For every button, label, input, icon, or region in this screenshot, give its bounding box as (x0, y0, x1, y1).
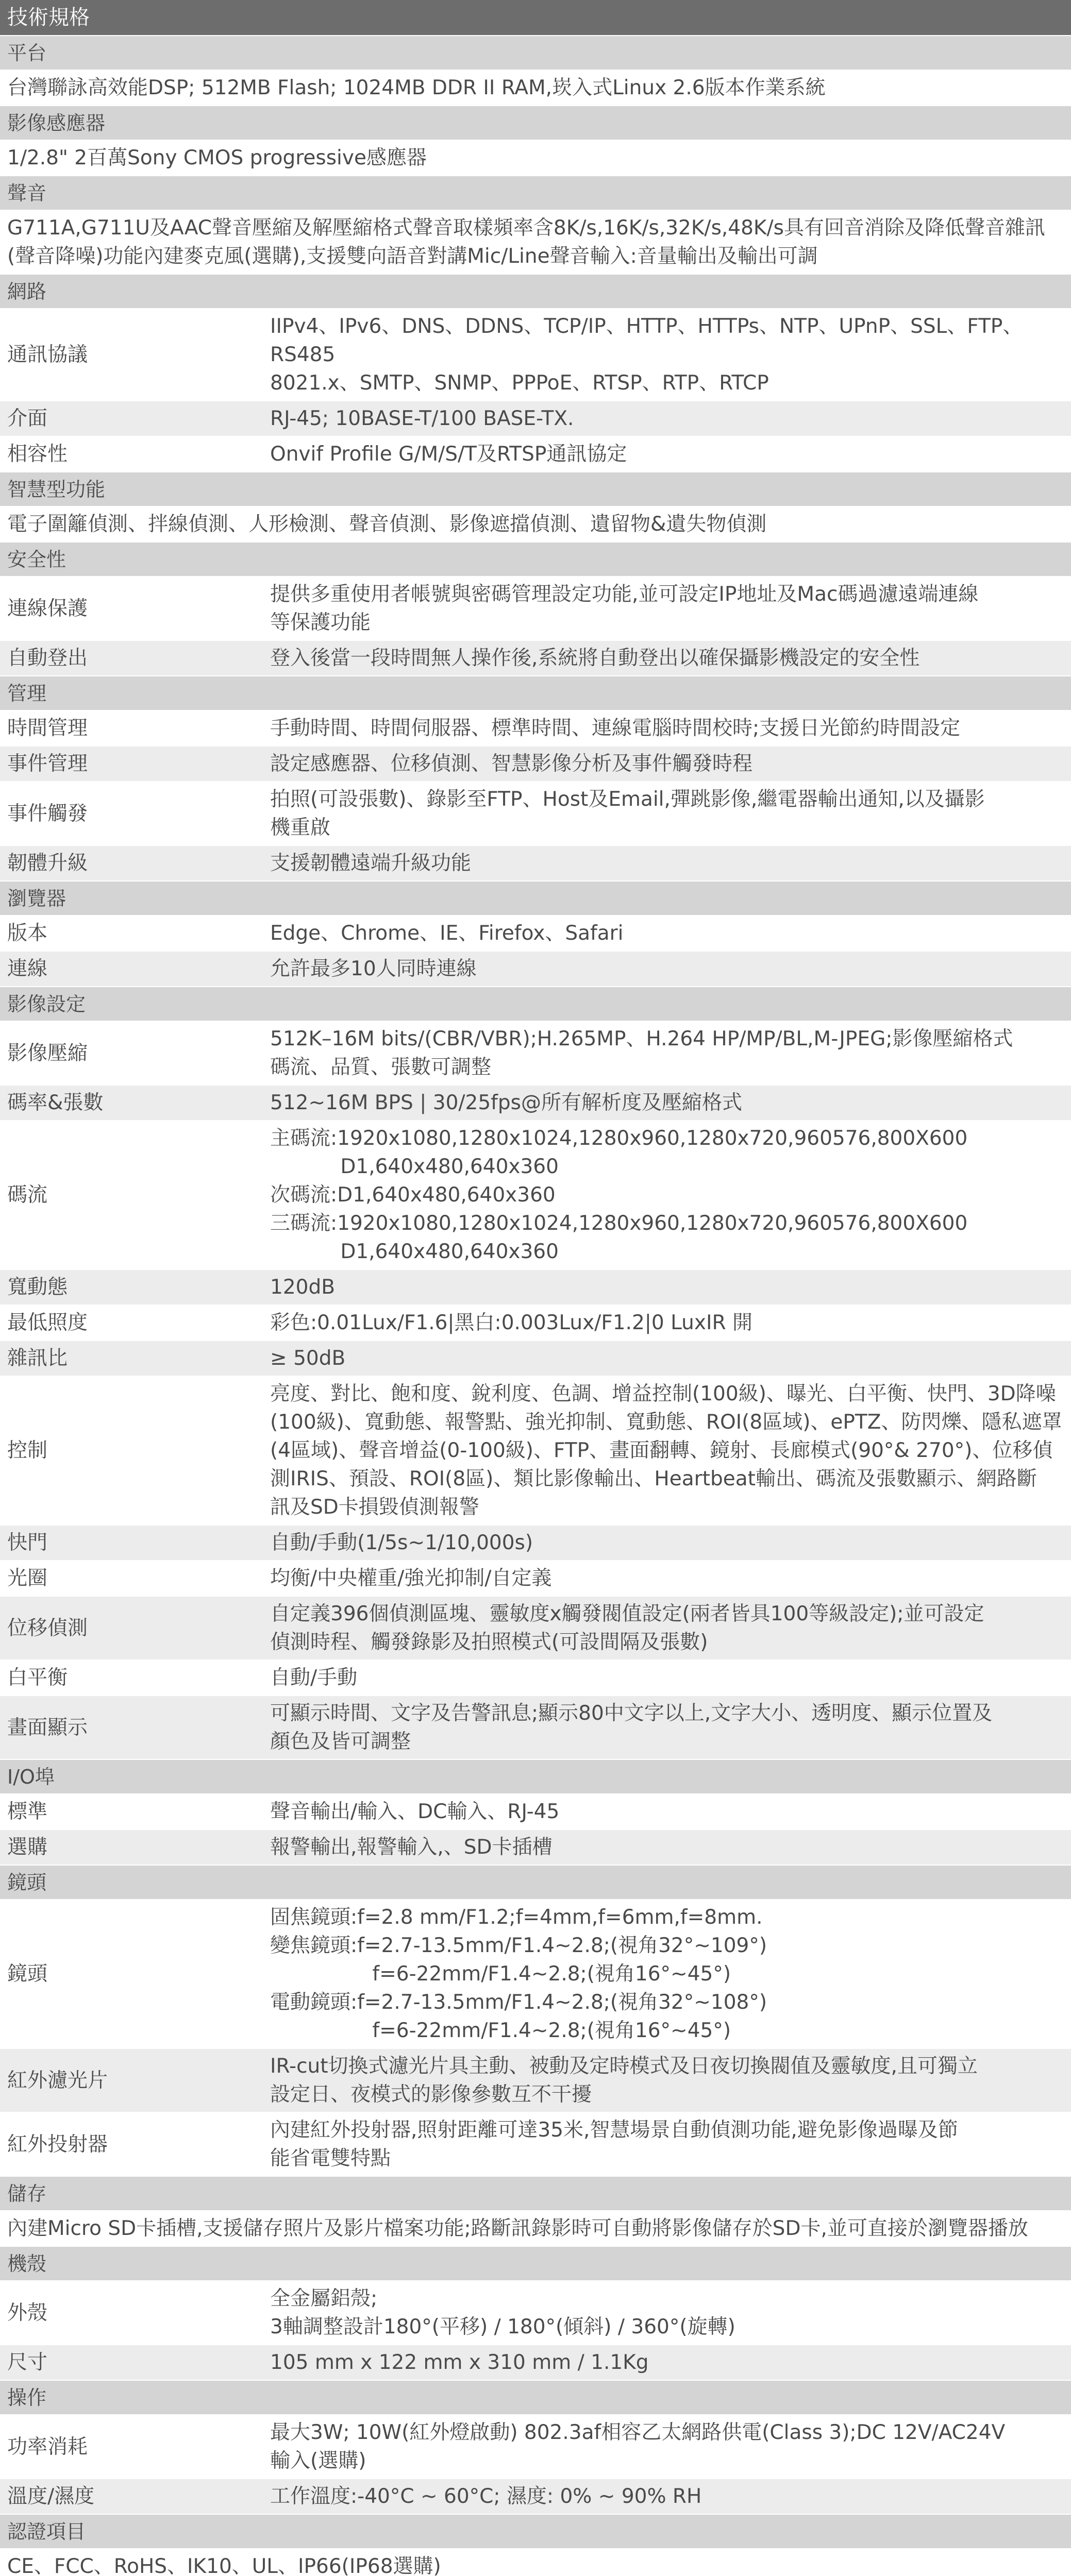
spec-value-line: 工作溫度:-40°C ~ 60°C; 濕度: 0% ~ 90% RH (270, 2485, 702, 2508)
spec-value-line: 報警輸出,報警輸入,、SD卡插槽 (270, 1836, 553, 1859)
spec-value-line: 碼流、品質、張數可調整 (270, 1056, 492, 1079)
spec-key: 自動登出 (0, 641, 263, 675)
spec-row (0, 745, 1071, 781)
spec-row (0, 2414, 1071, 2478)
spec-value-line: 設定日、夜模式的影像參數互不干擾 (270, 2083, 592, 2106)
spec-key: 時間管理 (0, 711, 263, 745)
spec-value-line: 512~16M BPS | 30/25fps@所有解析度及壓縮格式 (270, 1091, 742, 1114)
spec-value (263, 747, 1071, 781)
spec-title: 技術規格 (0, 0, 1071, 35)
spec-value-line: 聲音輸出/輸入、DC輸入、RJ-45 (270, 1800, 560, 1823)
spec-key: 碼率&張數 (0, 1086, 263, 1120)
spec-row (0, 781, 1071, 845)
spec-value-line: 亮度、對比、飽和度、銳利度、色調、增益控制(100級)、曝光、白平衡、快門、3D降噪 (270, 1382, 1056, 1405)
spec-row (0, 845, 1071, 880)
spec-value-line: 設定感應器、位移偵測、智慧影像分析及事件觸發時程 (270, 752, 753, 775)
spec-value (263, 401, 1071, 436)
spec-value-line: 拍照(可設張數)、錄影至FTP、Host及Email,彈跳影像,繼電器輸出通知,以及攝影 (270, 788, 985, 811)
spec-value (263, 1121, 1071, 1269)
section-heading: 聲音 (0, 175, 1071, 210)
section-heading: 認證項目 (0, 2514, 1071, 2548)
spec-value-line: 主碼流:1920x1080,1280x1024,1280x960,1280x720,960576,800X600 (270, 1127, 968, 1150)
spec-value-line: 三碼流:1920x1080,1280x1024,1280x960,1280x720,960576,800X600 (270, 1212, 968, 1235)
spec-value-line: 次碼流:D1,640x480,640x360 (270, 1183, 556, 1207)
section-heading: 網路 (0, 274, 1071, 308)
spec-value (263, 1270, 1071, 1304)
spec-value (263, 1900, 1071, 2048)
spec-value-line: 訊及SD卡損毀偵測報警 (270, 1496, 479, 1519)
spec-value (263, 309, 1071, 400)
spec-value-line: 能省電雙特點 (270, 2147, 391, 2170)
spec-value-line: (100級)、寬動態、報警點、強光抑制、寬動態、ROI(8區域)、ePTZ、防閃爍、隱私遮罩 (270, 1411, 1062, 1434)
spec-row (0, 1269, 1071, 1304)
spec-row (0, 1340, 1071, 1376)
spec-value-line: 自動/手動 (270, 1666, 358, 1689)
spec-value (263, 1306, 1071, 1340)
spec-row (0, 1560, 1071, 1596)
spec-key: 碼流 (0, 1121, 263, 1269)
spec-row (0, 1695, 1071, 1759)
spec-value-line: 支援韌體遠端升級功能 (270, 852, 472, 875)
spec-value-line: 輸入(選購) (270, 2449, 366, 2472)
spec-value-line: 3軸調整設計180°(平移) / 180°(傾斜) / 360°(旋轉) (270, 2315, 735, 2338)
spec-value-line: 均衡/中央權重/強光抑制/自定義 (270, 1567, 552, 1590)
spec-value-line: 自動/手動(1/5s~1/10,000s) (270, 1531, 533, 1554)
spec-value (263, 1526, 1071, 1560)
section-text: 內建Micro SD卡插槽,支援儲存照片及影片檔案功能;路斷訊錄影時可自動將影像儲存於SD卡,並可直接於瀏覽器播放 (0, 2210, 1071, 2246)
spec-row (0, 2112, 1071, 2176)
section-text: G711A,G711U及AAC聲音壓縮及解壓縮格式聲音取樣頻率含8K/s,16K/s,32K/s,48K/s具有回音消除及降低聲音雜訊(聲音降噪)功能內建麥克風(選購),支援雙向語音對講Mic/Line聲音輸入:音量輸出及輸出可調 (0, 210, 1071, 274)
spec-key: 選購 (0, 1830, 263, 1865)
spec-value (263, 2113, 1071, 2176)
spec-row (0, 1084, 1071, 1120)
section-heading: 安全性 (0, 541, 1071, 576)
spec-value-line: 等保護功能 (270, 611, 371, 634)
spec-value-line: 內建紅外投射器,照射距離可達35米,智慧場景自動偵測功能,避免影像過曝及節 (270, 2119, 958, 2142)
spec-value-line: D1,640x480,640x360 (270, 1155, 559, 1178)
spec-key: 版本 (0, 916, 263, 951)
spec-row (0, 400, 1071, 436)
spec-key: 鏡頭 (0, 1900, 263, 2048)
spec-key: 事件管理 (0, 747, 263, 781)
spec-key: 最低照度 (0, 1306, 263, 1340)
spec-value (263, 2049, 1071, 2112)
spec-value (263, 2281, 1071, 2344)
spec-key: 雜訊比 (0, 1341, 263, 1376)
spec-value (263, 1086, 1071, 1120)
spec-value-line: 120dB (270, 1276, 335, 1299)
spec-row (0, 1659, 1071, 1695)
spec-value (263, 2479, 1071, 2514)
section-heading: 影像設定 (0, 986, 1071, 1021)
spec-row (0, 1899, 1071, 2048)
spec-value-line: 測IRIS、預設、ROI(8區)、類比影像輸出、Heartbeat輸出、碼流及張數顯示、網路斷 (270, 1467, 1037, 1490)
spec-value-line: 自定義396個偵測區塊、靈敏度x觸發閥值設定(兩者皆具100等級設定);並可設定 (270, 1602, 984, 1625)
spec-key: 影像壓縮 (0, 1022, 263, 1084)
spec-value (263, 952, 1071, 986)
spec-value (263, 437, 1071, 471)
spec-value-line: 固焦鏡頭:f=2.8 mm/F1.2;f=4mm,f=6mm,f=8mm. (270, 1906, 763, 1929)
spec-value-line: f=6-22mm/F1.4~2.8;(視角16°~45°) (270, 1962, 731, 1986)
section-heading: 儲存 (0, 2176, 1071, 2210)
spec-value-line: (4區域)、聲音增益(0-100級)、FTP、畫面翻轉、鏡射、長廊模式(90°& 270°)、位移偵 (270, 1439, 1053, 1462)
spec-key: 介面 (0, 401, 263, 436)
spec-key: 白平衡 (0, 1660, 263, 1695)
spec-value (263, 2345, 1071, 2380)
spec-value (263, 1341, 1071, 1376)
spec-key: 寬動態 (0, 1270, 263, 1304)
spec-value-line: D1,640x480,640x360 (270, 1240, 559, 1263)
spec-value (263, 1377, 1071, 1524)
spec-value (263, 2415, 1071, 2478)
spec-key: 快門 (0, 1526, 263, 1560)
spec-value-line: 允許最多10人同時連線 (270, 957, 477, 980)
spec-row (0, 1596, 1071, 1659)
spec-value (263, 1561, 1071, 1596)
spec-key: 連線保護 (0, 577, 263, 640)
spec-key: 事件觸發 (0, 782, 263, 845)
spec-key: 相容性 (0, 437, 263, 471)
spec-key: 連線 (0, 952, 263, 986)
section-heading: 影像感應器 (0, 105, 1071, 140)
spec-row (0, 2344, 1071, 2380)
spec-value-line: IR-cut切換式濾光片具主動、被動及定時模式及日夜切換閥值及靈敏度,且可獨立 (270, 2055, 978, 2078)
spec-key: 功率消耗 (0, 2415, 263, 2478)
spec-key: 位移偵測 (0, 1597, 263, 1659)
spec-value (263, 916, 1071, 951)
spec-value-line: 全金屬鋁殼; (270, 2287, 378, 2310)
spec-value-line: 電動鏡頭:f=2.7-13.5mm/F1.4~2.8;(視角32°~108°) (270, 1991, 767, 2014)
spec-row (0, 1021, 1071, 1084)
spec-key: 畫面顯示 (0, 1696, 263, 1759)
spec-value-line: 8021.x、SMTP、SNMP、PPPoE、RTSP、RTP、RTCP (270, 371, 769, 395)
section-text: 台灣聯詠高效能DSP; 512MB Flash; 1024MB DDR II RAM,崁入式Linux 2.6版本作業系統 (0, 70, 1071, 105)
spec-key: 標準 (0, 1794, 263, 1829)
section-text: CE、FCC、RoHS、IK10、UL、IP66(IP68選購) (0, 2548, 1071, 2576)
spec-row (0, 1376, 1071, 1524)
spec-value-line: 登入後當一段時間無人操作後,系統將自動登出以確保攝影機設定的安全性 (270, 647, 920, 670)
spec-value-line: Edge、Chrome、IE、Firefox、Safari (270, 922, 624, 945)
spec-value-line: 偵測時程、觸發錄影及拍照模式(可設間隔及張數) (270, 1631, 708, 1654)
spec-value-line: 可顯示時間、文字及告警訊息;顯示80中文字以上,文字大小、透明度、顯示位置及 (270, 1702, 993, 1725)
section-text: 電子圍籬偵測、拌線偵測、人形檢測、聲音偵測、影像遮擋偵測、遺留物&遺失物偵測 (0, 506, 1071, 541)
spec-key: 通訊協議 (0, 309, 263, 400)
spec-row (0, 1304, 1071, 1340)
spec-row (0, 1793, 1071, 1829)
spec-value-line: ≥ 50dB (270, 1347, 346, 1370)
spec-row (0, 308, 1071, 400)
spec-value (263, 1022, 1071, 1084)
spec-row (0, 2280, 1071, 2344)
spec-value (263, 711, 1071, 745)
spec-value-line: f=6-22mm/F1.4~2.8;(視角16°~45°) (270, 2019, 731, 2042)
section-text: 1/2.8" 2百萬Sony CMOS progressive感應器 (0, 140, 1071, 175)
section-heading: 智慧型功能 (0, 471, 1071, 506)
spec-value (263, 1830, 1071, 1865)
spec-row (0, 1829, 1071, 1865)
spec-value-line: IIPv4、IPv6、DNS、DDNS、TCP/IP、HTTP、HTTPs、NTP、UPnP、SSL、FTP、RS485 (270, 315, 1023, 366)
spec-value (263, 577, 1071, 640)
spec-value-line: 顏色及皆可調整 (270, 1730, 411, 1753)
spec-row (0, 1120, 1071, 1269)
spec-key: 尺寸 (0, 2345, 263, 2380)
spec-value-line: 變焦鏡頭:f=2.7-13.5mm/F1.4~2.8;(視角32°~109°) (270, 1934, 767, 1957)
spec-value-line: 提供多重使用者帳號與密碼管理設定功能,並可設定IP地址及Mac碼過濾遠端連線 (270, 583, 979, 606)
spec-row (0, 640, 1071, 675)
spec-value (263, 1696, 1071, 1759)
section-heading: 管理 (0, 675, 1071, 710)
spec-key: 外殼 (0, 2281, 263, 2344)
spec-row (0, 710, 1071, 745)
section-heading: 機殼 (0, 2246, 1071, 2280)
spec-row (0, 2048, 1071, 2112)
spec-row (0, 915, 1071, 951)
spec-key: 韌體升級 (0, 846, 263, 880)
spec-value-line: RJ-45; 10BASE-T/100 BASE-TX. (270, 407, 574, 430)
spec-value (263, 641, 1071, 675)
section-heading: 鏡頭 (0, 1865, 1071, 1899)
section-heading: 平台 (0, 35, 1071, 70)
spec-value-line: Onvif Profile G/M/S/T及RTSP通訊協定 (270, 443, 627, 466)
section-heading: I/O埠 (0, 1759, 1071, 1793)
spec-key: 紅外濾光片 (0, 2049, 263, 2112)
spec-value (263, 846, 1071, 880)
spec-value (263, 1597, 1071, 1659)
section-heading: 瀏覽器 (0, 880, 1071, 915)
section-heading: 操作 (0, 2380, 1071, 2414)
spec-value-line: 機重啟 (270, 816, 331, 839)
spec-value (263, 1660, 1071, 1695)
spec-key: 控制 (0, 1377, 263, 1524)
spec-row (0, 436, 1071, 471)
spec-key: 光圈 (0, 1561, 263, 1596)
spec-key: 紅外投射器 (0, 2113, 263, 2176)
spec-value-line: 手動時間、時間伺服器、標準時間、連線電腦時間校時;支援日光節約時間設定 (270, 717, 961, 740)
spec-row (0, 1524, 1071, 1560)
spec-value (263, 782, 1071, 845)
spec-value-line: 彩色:0.01Lux/F1.6|黑白:0.003Lux/F1.2|0 LuxIR 開 (270, 1311, 752, 1334)
spec-value (263, 1794, 1071, 1829)
spec-value-line: 105 mm x 122 mm x 310 mm / 1.1Kg (270, 2351, 649, 2374)
spec-row (0, 2478, 1071, 2514)
spec-key: 溫度/濕度 (0, 2479, 263, 2514)
spec-value-line: 最大3W; 10W(紅外燈啟動) 802.3af相容乙太網路供電(Class 3);DC 12V/AC24V (270, 2421, 1006, 2444)
spec-row (0, 951, 1071, 986)
spec-row (0, 576, 1071, 640)
spec-value-line: 512K–16M bits/(CBR/VBR);H.265MP、H.264 HP/MP/BL,M-JPEG;影像壓縮格式 (270, 1027, 1013, 1050)
